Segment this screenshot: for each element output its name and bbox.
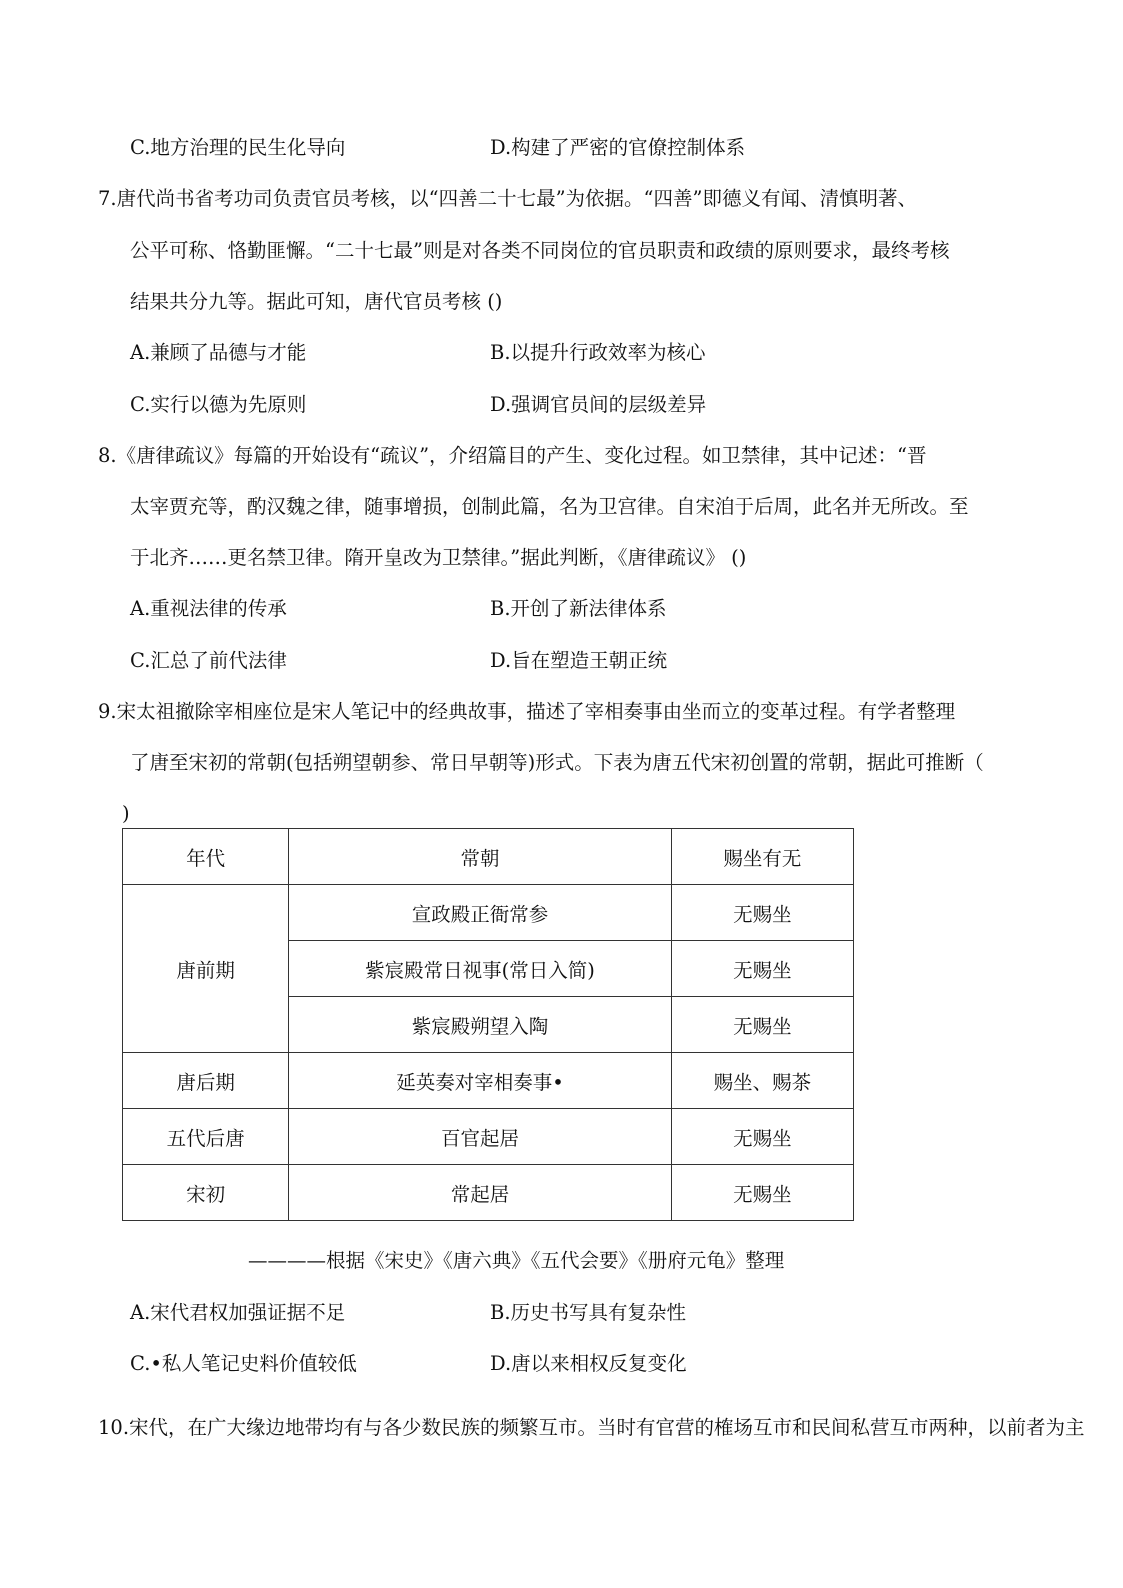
q8-stem-line-3: 于北齐……更名禁卫律。隋开皇改为卫禁律。”据此判断，《唐律疏议》 () (130, 546, 747, 569)
table-cell-seat: 赐坐、赐茶 (671, 1053, 853, 1109)
q9-option-d: D.唐以来相权反复变化 (490, 1352, 687, 1375)
q8-option-d: D.旨在塑造王朝正统 (490, 649, 668, 672)
court-ceremony-table (122, 828, 854, 1221)
q7-option-d: D.强调官员间的层级差异 (490, 393, 707, 416)
q6-option-d: D.构建了严密的官僚控制体系 (490, 136, 746, 159)
table-row (123, 885, 854, 941)
table-cell-seat: 无赐坐 (671, 1109, 853, 1165)
table-cell-court: 延英奏对宰相奏事• (289, 1053, 672, 1109)
table-header-seat: 赐坐有无 (671, 829, 853, 885)
q9-stem-line-3: ) (122, 802, 130, 825)
table-cell-court: 常起居 (289, 1165, 672, 1221)
table-source-note: ————根据《宋史》《唐六典》《五代会要》《册府元龟》整理 (248, 1249, 785, 1272)
q8-stem-line-1: 8.《唐律疏议》每篇的开始设有“疏议”，介绍篇目的产生、变化过程。如卫禁律，其中记述：“晋 (98, 444, 927, 467)
table-header-court: 常朝 (289, 829, 672, 885)
q8-option-c: C.汇总了前代法律 (130, 649, 287, 672)
table-cell-court: 紫宸殿常日视事(常日入简) (289, 941, 672, 997)
q7-stem-line-2: 公平可称、恪勤匪懈。“二十七最”则是对各类不同岗位的官员职责和政绩的原则要求，最终考核 (130, 239, 950, 262)
q9-stem-line-2: 了唐至宋初的常朝(包括朔望朝参、常日早朝等)形式。下表为唐五代宋初创置的常朝，据此可推断（ (130, 751, 984, 774)
q7-option-a: A.兼顾了品德与才能 (130, 341, 307, 364)
q8-option-b: B.开创了新法律体系 (490, 597, 667, 620)
table-header-row (123, 829, 854, 885)
q7-stem-line-1: 7.唐代尚书省考功司负责官员考核，以“四善二十七最”为依据。“四善”即德义有闻、清慎明著、 (98, 187, 917, 210)
table-cell-era: 五代后唐 (123, 1109, 289, 1165)
table-cell-seat: 无赐坐 (671, 1165, 853, 1221)
table-cell-court: 百官起居 (289, 1109, 672, 1165)
table-cell-era: 唐后期 (123, 1053, 289, 1109)
q9-option-c: C.•私人笔记史料价值较低 (130, 1352, 357, 1375)
q8-option-a: A.重视法律的传承 (130, 597, 287, 620)
table-cell-era: 宋初 (123, 1165, 289, 1221)
table-row (123, 1109, 854, 1165)
q9-option-b: B.历史书写具有复杂性 (490, 1301, 687, 1324)
q10-stem-line-1: 10.宋代，在广大缘边地带均有与各少数民族的频繁互市。当时有官营的榷场互市和民间私营互市两种，以前者为主 (98, 1416, 1085, 1439)
table-cell-seat: 无赐坐 (671, 885, 853, 941)
q7-stem-line-3: 结果共分九等。据此可知，唐代官员考核 () (130, 290, 503, 313)
table-row (123, 1053, 854, 1109)
table-cell-era: 唐前期 (123, 885, 289, 1053)
q7-option-c: C.实行以德为先原则 (130, 393, 307, 416)
q7-option-b: B.以提升行政效率为核心 (490, 341, 706, 364)
table-row (123, 1165, 854, 1221)
table-cell-seat: 无赐坐 (671, 997, 853, 1053)
table-cell-seat: 无赐坐 (671, 941, 853, 997)
q8-stem-line-2: 太宰贾充等，酌汉魏之律，随事增损，创制此篇，名为卫宫律。自宋洎于后周，此名并无所改。至 (130, 495, 969, 518)
q9-option-a: A.宋代君权加强证据不足 (130, 1301, 346, 1324)
q9-stem-line-1: 9.宋太祖撤除宰相座位是宋人笔记中的经典故事，描述了宰相奏事由坐而立的变革过程。有学者整理 (98, 700, 956, 723)
table-cell-court: 紫宸殿朔望入陶 (289, 997, 672, 1053)
table-header-era: 年代 (123, 829, 289, 885)
q6-option-c: C.地方治理的民生化导向 (130, 136, 346, 159)
table-cell-court: 宣政殿正衙常参 (289, 885, 672, 941)
